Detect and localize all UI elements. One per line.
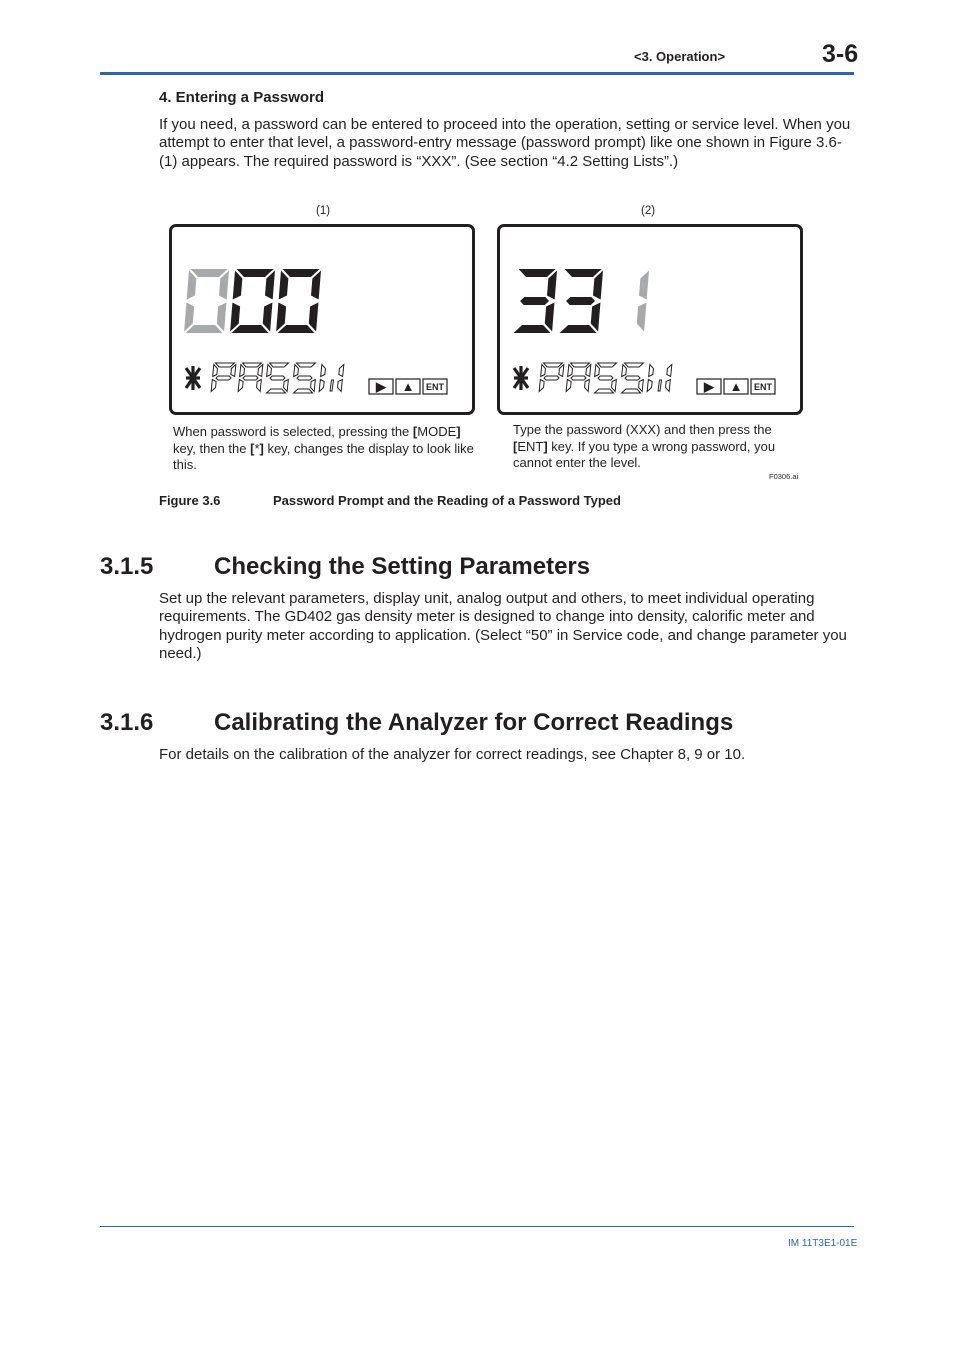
- lcd-digit-segment: [520, 297, 549, 305]
- lcd-digit-segment: [232, 325, 269, 333]
- lcd-digit-segment: [566, 297, 595, 305]
- figure-title: Password Prompt and the Reading of a Password Typed: [273, 493, 621, 508]
- figure-file-id: F0306.ai: [769, 472, 799, 481]
- section-315-title: Checking the Setting Parameters: [214, 553, 591, 580]
- lcd-message-segment: [539, 380, 544, 392]
- panel1-caption: [173, 424, 483, 474]
- footer-rule: [100, 1226, 854, 1227]
- lcd-digit-segment: [637, 303, 647, 332]
- lcd-message-segment: [568, 365, 573, 377]
- lcd-message-segment: [267, 389, 286, 393]
- lcd-message-segment: [284, 380, 289, 392]
- bracket: ]: [259, 440, 264, 456]
- lcd-digit-segment: [263, 303, 273, 332]
- lcd-digit-segment: [283, 269, 320, 277]
- lcd-message-segment: [544, 376, 559, 380]
- up-arrow-icon: ▲: [401, 379, 415, 394]
- lcd-message-segment: [294, 389, 313, 393]
- panel2-caption: [513, 422, 803, 472]
- lcd-digit-segment: [545, 303, 555, 332]
- key-name-ent: ENT: [517, 438, 544, 454]
- lcd-digit-segment: [217, 303, 227, 332]
- bracket: ]: [543, 438, 548, 454]
- right-arrow-icon: ▶: [376, 379, 386, 394]
- lcd-digit-segment: [514, 325, 551, 333]
- lcd-message-segment: [649, 365, 654, 377]
- lcd-digit-segment: [278, 325, 315, 333]
- section-316-title: Calibrating the Analyzer for Correct Readings: [214, 709, 734, 736]
- caption-text: key, changes the display to look like this.: [173, 440, 474, 472]
- lcd2-digits: [514, 269, 650, 333]
- page-number: 3-6: [822, 40, 859, 68]
- section-316-paragraph: For details on the calibration of the analyzer for correct readings, see Chapter 8, 9 or 10.: [159, 746, 746, 763]
- lcd-message-segment: [267, 365, 272, 377]
- lcd1-digits: [184, 269, 321, 333]
- lcd-message-segment: [639, 380, 644, 392]
- key-name-star: *: [254, 440, 260, 456]
- lcd-digit-segment: [233, 271, 243, 300]
- lcd1-keys: [369, 379, 447, 394]
- lcd-message-segment: [585, 380, 590, 392]
- lcd-message-segment: [339, 365, 344, 377]
- lcd-message-segment: [658, 380, 662, 391]
- lcd-digit-segment: [560, 325, 597, 333]
- lcd1-message: [186, 363, 344, 393]
- lcd-digit-segment: [591, 303, 601, 332]
- bracket: [: [250, 440, 255, 456]
- lcd-message-segment: [294, 365, 299, 377]
- lcd-digit-segment: [187, 271, 197, 300]
- header-section-label: <3. Operation>: [634, 49, 726, 64]
- lcd-message-segment: [216, 363, 235, 367]
- lcd-digit-segment: [279, 271, 289, 300]
- key-name-mode: MODE: [417, 424, 457, 439]
- lcd-message-segment: [598, 376, 613, 380]
- bracket: ]: [456, 424, 461, 439]
- caption-text: key. If you type a wrong password, you cannot enter the level.: [513, 438, 776, 470]
- ent-key-label: ENT: [426, 382, 444, 392]
- lcd-message-segment: [544, 363, 563, 367]
- lcd2-keys: [697, 379, 775, 394]
- caption-text: When password is selected, pressing the: [173, 424, 413, 439]
- lcd-message-segment: [571, 376, 586, 380]
- footer-doc-id: IM 11T3E1-01E: [788, 1238, 858, 1249]
- section-316-number: 3.1.6: [100, 709, 154, 736]
- lcd-message-segment: [625, 376, 640, 380]
- lcd-message-segment: [297, 376, 312, 380]
- header-rule: [100, 72, 854, 75]
- lcd-message-segment: [330, 380, 334, 391]
- right-arrow-icon: ▶: [704, 379, 714, 394]
- up-arrow-icon: ▲: [729, 379, 743, 394]
- lcd-message-segment: [647, 380, 652, 392]
- intro-paragraph: If you need, a password can be entered to proceed into the operation, setting or service level. When you attempt to enter that level, a password-entry message (password prompt) like one shown in Figure 3.6-(1) appears. The required password is “XXX”. (See section “4.2 Setting Lists”.): [159, 116, 851, 170]
- panel2-label: (2): [641, 205, 656, 217]
- lcd-message-segment: [622, 365, 627, 377]
- lcd-message-segment: [595, 365, 600, 377]
- lcd-message-segment: [321, 365, 326, 377]
- lcd-message-segment: [622, 389, 641, 393]
- bracket: [: [513, 438, 518, 454]
- subsection-title: 4. Entering a Password: [159, 89, 325, 106]
- bracket: [: [412, 424, 418, 439]
- lcd-display-2-art: [500, 227, 800, 412]
- lcd-message-segment: [270, 363, 289, 367]
- figure-number: Figure 3.6: [159, 493, 221, 508]
- lcd-message-segment: [566, 380, 571, 392]
- section-315-paragraph: Set up the relevant parameters, display unit, analog output and others, to meet individual operating requirements. The GD402 gas density meter is designed to change into density, calorific meter and hydrogen purity meter according to application. (Select “50” in Service code, and change parameter you need.): [159, 590, 847, 662]
- lcd-display-1-art: [172, 227, 472, 412]
- lcd-message-segment: [240, 365, 245, 377]
- lcd-digit-segment: [191, 269, 228, 277]
- lcd-message-segment: [625, 363, 644, 367]
- lcd-message-segment: [238, 380, 243, 392]
- lcd-message-segment: [243, 363, 262, 367]
- section-315-number: 3.1.5: [100, 553, 154, 580]
- lcd-digit-segment: [639, 271, 649, 300]
- lcd-message-segment: [338, 380, 343, 392]
- lcd-message-segment: [571, 363, 590, 367]
- lcd-message-segment: [667, 365, 672, 377]
- lcd-message-segment: [666, 380, 671, 392]
- lcd-message-segment: [257, 380, 262, 392]
- lcd-message-segment: [297, 363, 316, 367]
- lcd-message-segment: [243, 376, 258, 380]
- caption-text: Type the password (XXX) and then press the: [513, 422, 772, 437]
- lcd2-message: [514, 363, 672, 393]
- ent-key-label: ENT: [754, 382, 772, 392]
- lcd-message-segment: [270, 376, 285, 380]
- lcd-message-segment: [216, 376, 231, 380]
- lcd-digit-segment: [237, 269, 274, 277]
- lcd-digit-segment: [186, 325, 223, 333]
- lcd-digit-segment: [565, 269, 602, 277]
- lcd-message-segment: [612, 380, 617, 392]
- lcd-message-segment: [541, 365, 546, 377]
- lcd-message-segment: [598, 363, 617, 367]
- panel1-label: (1): [316, 205, 331, 217]
- lcd-digit-segment: [519, 269, 556, 277]
- lcd-message-segment: [211, 380, 216, 392]
- lcd-message-segment: [319, 380, 324, 392]
- lcd-display-2: [497, 224, 803, 415]
- caption-text: key, then the: [173, 440, 251, 456]
- lcd-message-segment: [311, 380, 316, 392]
- lcd-display-1: [169, 224, 475, 415]
- lcd-digit-segment: [309, 303, 319, 332]
- lcd-message-segment: [595, 389, 614, 393]
- lcd-message-segment: [213, 365, 218, 377]
